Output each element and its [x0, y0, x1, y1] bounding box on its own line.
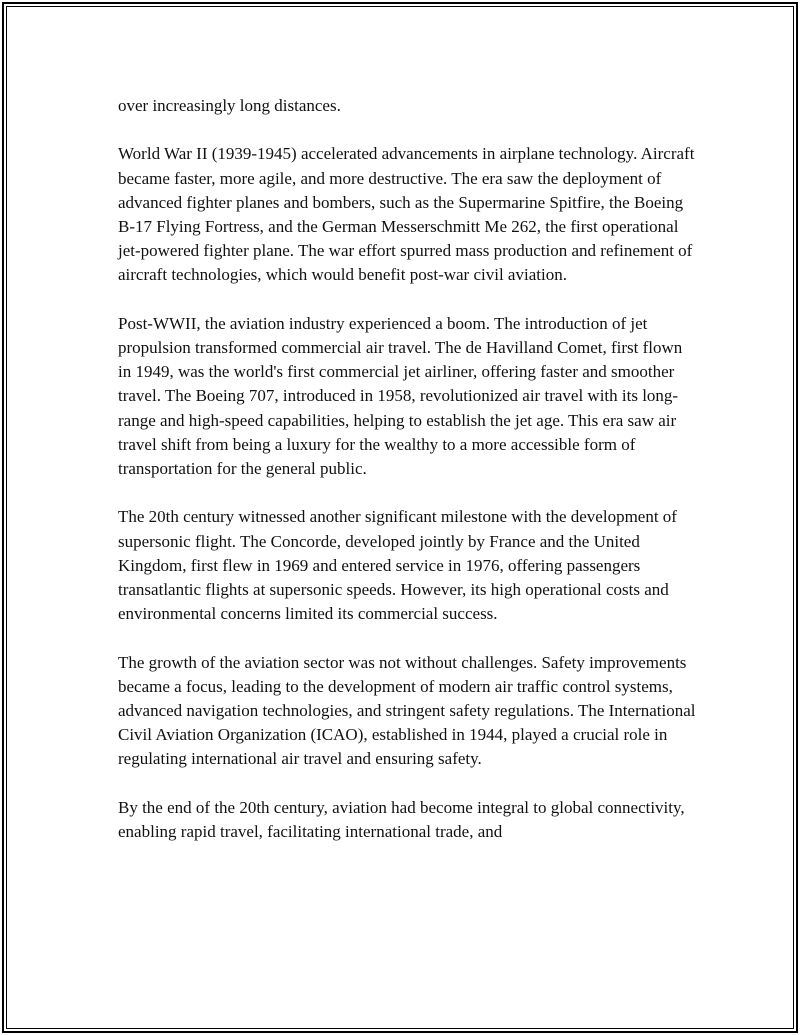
paragraph: By the end of the 20th century, aviation had become integral to global connectivity, enabling rapid travel, facilitating international trade, and	[118, 797, 685, 842]
paragraph: World War II (1939-1945) accelerated advancements in airplane technology. Aircraft became faster, more agile, and more destructive. The era saw the deployment of advanced fighter planes and bombers, such as the Supermarine Spitfire, the Boeing B-17 Flying Fortress, and the German Messerschmitt Me 262, the first operational jet-powered fighter plane. The war effort spurred mass production and refinement of aircraft technologies, which would benefit post-war civil aviation.	[118, 144, 695, 285]
paragraph: The 20th century witnessed another significant milestone with the development of supersonic flight. The Concorde, developed jointly by France and the United Kingdom, first flew in 1969 and entered service in 1976, offering passengers transatlantic flights at supersonic speeds. However, its high operational costs and environmental concerns limited its commercial success.	[118, 507, 677, 624]
document-body	[118, 94, 698, 868]
paragraph: Post-WWII, the aviation industry experienced a boom. The introduction of jet propulsion transformed commercial air travel. The de Havilland Comet, first flown in 1949, was the world's first commercial jet airliner, offering faster and smoother travel. The Boeing 707, introduced in 1958, revolutionized air travel with its long-range and high-speed capabilities, helping to establish the jet age. This era saw air travel shift from being a luxury for the wealthy to a more accessible form of transportation for the general public.	[118, 313, 683, 479]
paragraph: The growth of the aviation sector was not without challenges. Safety improvements became a focus, leading to the development of modern air traffic control systems, advanced navigation technologies, and stringent safety regulations. The International Civil Aviation Organization (ICAO), established in 1944, played a crucial role in regulating international air travel and ensuring safety.	[118, 652, 696, 769]
paragraph: over increasingly long distances.	[118, 96, 341, 115]
